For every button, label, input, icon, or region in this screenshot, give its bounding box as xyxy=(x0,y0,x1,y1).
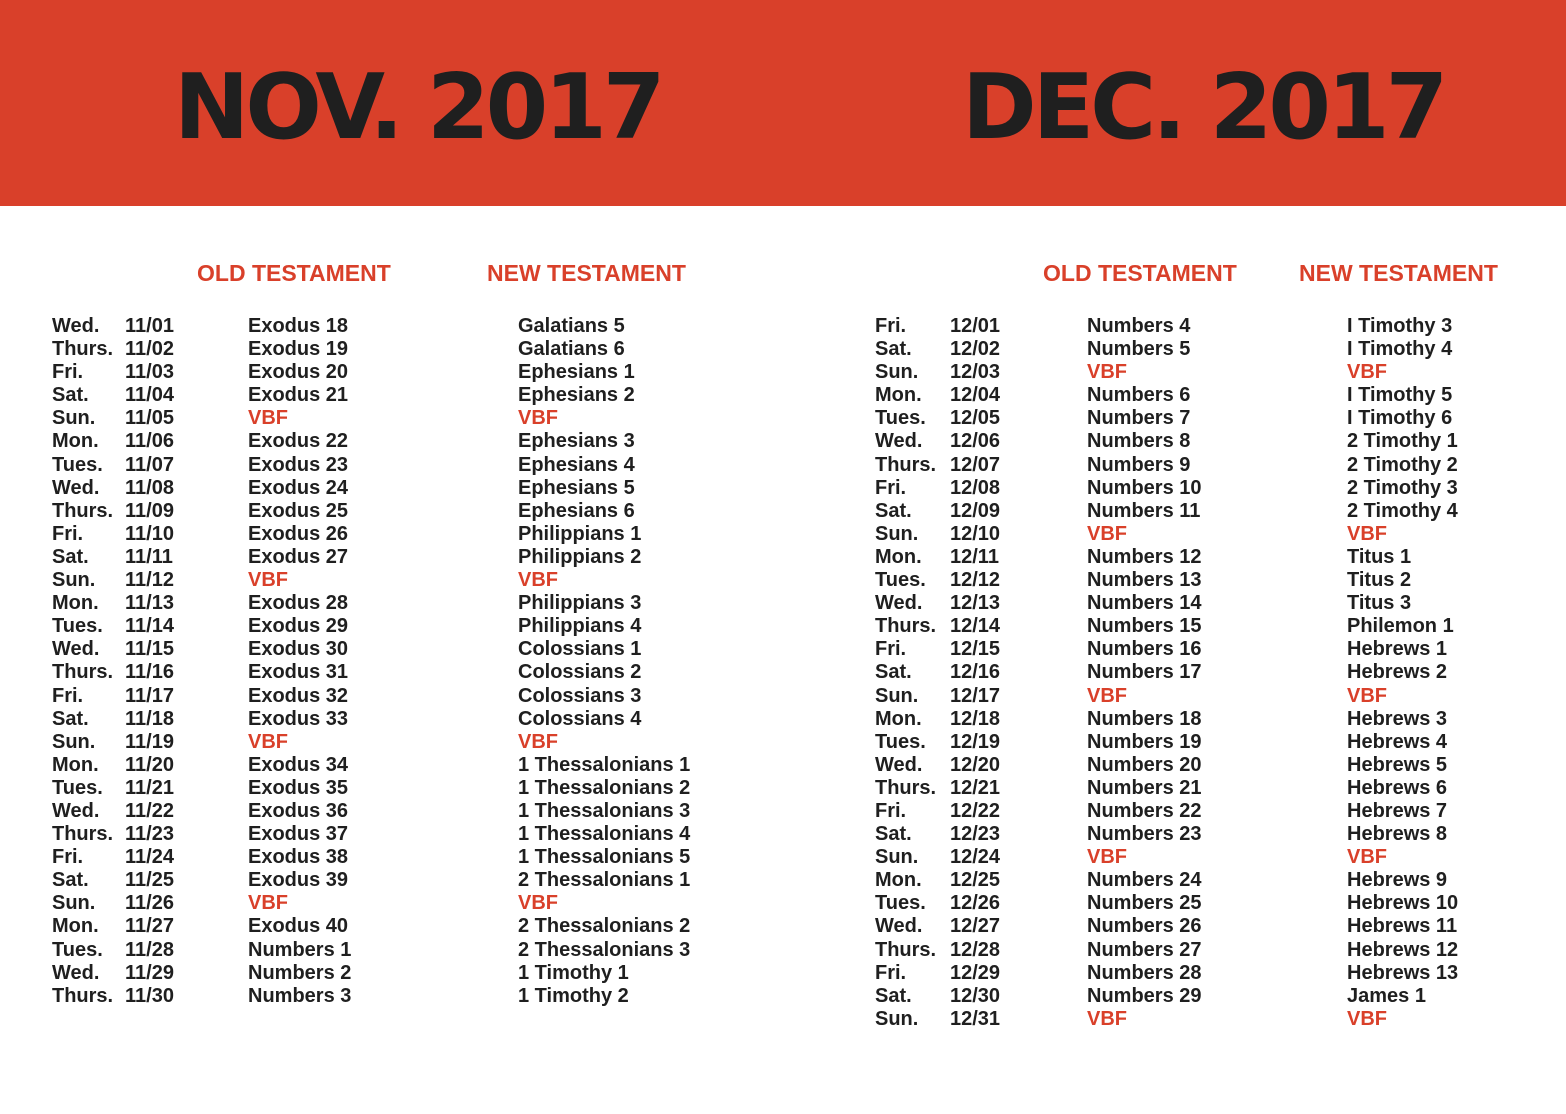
new-testament-reading: James 1 xyxy=(1347,984,1426,1007)
new-testament-reading: I Timothy 5 xyxy=(1347,384,1453,407)
day-label: Sat. xyxy=(875,338,912,361)
date-label: 11/22 xyxy=(125,799,174,822)
new-testament-reading: Hebrews 6 xyxy=(1347,776,1448,799)
reading-row xyxy=(0,962,1540,985)
reading-row xyxy=(0,338,1540,361)
header-banner xyxy=(0,0,1566,206)
date-label: 11/26 xyxy=(125,892,174,915)
date-label: 11/21 xyxy=(125,776,174,799)
date-label: 12/11 xyxy=(950,545,999,568)
old-testament-reading: Numbers 19 xyxy=(1087,730,1202,753)
date-label: 11/24 xyxy=(125,846,174,869)
date-label: 12/22 xyxy=(950,799,1001,822)
day-label: Sun. xyxy=(52,730,96,753)
day-label: Mon. xyxy=(52,753,99,776)
new-testament-reading: Colossians 1 xyxy=(518,638,642,661)
new-testament-reading: 1 Timothy 1 xyxy=(518,961,629,984)
old-testament-reading: Numbers 14 xyxy=(1087,592,1202,615)
reading-row xyxy=(0,546,1540,569)
old-testament-reading: Numbers 6 xyxy=(1087,384,1191,407)
old-testament-reading: Numbers 12 xyxy=(1087,545,1202,568)
date-label: 12/19 xyxy=(950,730,1001,753)
new-testament-reading: Colossians 4 xyxy=(518,707,642,730)
december-new-testament-header: NEW TESTAMENT xyxy=(1299,260,1498,286)
new-testament-reading: Hebrews 8 xyxy=(1347,823,1448,846)
day-label: Mon. xyxy=(875,707,922,730)
date-label: 12/09 xyxy=(950,499,1001,522)
date-label: 11/09 xyxy=(125,499,174,522)
day-label: Fri. xyxy=(875,638,907,661)
new-testament-reading: VBF xyxy=(518,407,558,430)
old-testament-reading: Numbers 8 xyxy=(1087,430,1191,453)
day-label: Mon. xyxy=(875,869,922,892)
old-testament-reading: Exodus 37 xyxy=(248,823,349,846)
date-label: 12/21 xyxy=(950,776,1001,799)
day-label: Thurs. xyxy=(875,615,937,638)
reading-row xyxy=(0,1008,1540,1031)
day-label: Wed. xyxy=(875,753,923,776)
new-testament-reading: VBF xyxy=(518,569,558,592)
date-label: 12/31 xyxy=(950,1007,1001,1030)
old-testament-reading: Exodus 31 xyxy=(248,661,349,684)
date-label: 12/28 xyxy=(950,938,1001,961)
old-testament-reading: Numbers 10 xyxy=(1087,476,1202,499)
date-label: 11/12 xyxy=(125,569,174,592)
date-label: 11/16 xyxy=(125,661,174,684)
day-label: Sat. xyxy=(52,869,89,892)
december-reading-list xyxy=(0,315,1540,1031)
reading-row xyxy=(0,500,1540,523)
date-label: 11/07 xyxy=(125,453,174,476)
old-testament-reading: Numbers 11 xyxy=(1087,499,1201,522)
day-label: Sat. xyxy=(875,499,912,522)
day-label: Thurs. xyxy=(52,661,114,684)
reading-row xyxy=(0,939,1540,962)
new-testament-reading: Hebrews 7 xyxy=(1347,799,1448,822)
new-testament-reading: Ephesians 2 xyxy=(518,384,635,407)
day-label: Sun. xyxy=(875,522,919,545)
new-testament-reading: Philippians 4 xyxy=(518,615,642,638)
new-testament-reading: I Timothy 4 xyxy=(1347,338,1453,361)
old-testament-reading: VBF xyxy=(248,730,288,753)
new-testament-reading: Titus 2 xyxy=(1347,569,1412,592)
reading-row xyxy=(0,685,1540,708)
new-testament-reading: Hebrews 1 xyxy=(1347,638,1448,661)
day-label: Mon. xyxy=(875,545,922,568)
reading-row xyxy=(0,315,1540,338)
day-label: Thurs. xyxy=(52,499,114,522)
date-label: 11/19 xyxy=(125,730,174,753)
day-label: Wed. xyxy=(52,476,100,499)
date-label: 12/17 xyxy=(950,684,1001,707)
old-testament-reading: Numbers 27 xyxy=(1087,938,1202,961)
new-testament-reading: Ephesians 6 xyxy=(518,499,635,522)
date-label: 12/27 xyxy=(950,915,1001,938)
day-label: Fri. xyxy=(52,684,84,707)
reading-row xyxy=(0,800,1540,823)
day-label: Mon. xyxy=(52,915,99,938)
reading-row xyxy=(0,661,1540,684)
date-label: 11/29 xyxy=(125,961,174,984)
november-new-testament-header: NEW TESTAMENT xyxy=(487,260,686,286)
old-testament-reading: Numbers 28 xyxy=(1087,961,1202,984)
reading-row xyxy=(0,846,1540,869)
date-label: 11/03 xyxy=(125,361,174,384)
old-testament-reading: VBF xyxy=(1087,684,1127,707)
new-testament-reading: VBF xyxy=(518,730,558,753)
day-label: Tues. xyxy=(875,569,926,592)
day-label: Sun. xyxy=(875,684,919,707)
reading-row xyxy=(0,708,1540,731)
old-testament-reading: VBF xyxy=(248,407,288,430)
date-label: 12/29 xyxy=(950,961,1001,984)
new-testament-reading: Hebrews 3 xyxy=(1347,707,1448,730)
day-label: Thurs. xyxy=(52,338,114,361)
date-label: 12/06 xyxy=(950,430,1001,453)
reading-row xyxy=(0,638,1540,661)
old-testament-reading: Exodus 39 xyxy=(248,869,349,892)
day-label: Wed. xyxy=(52,315,100,337)
new-testament-reading: Hebrews 13 xyxy=(1347,961,1459,984)
date-label: 12/20 xyxy=(950,753,1001,776)
old-testament-reading: Numbers 26 xyxy=(1087,915,1202,938)
old-testament-reading: Numbers 1 xyxy=(248,938,352,961)
new-testament-reading: VBF xyxy=(518,892,558,915)
old-testament-reading: Exodus 35 xyxy=(248,776,349,799)
november-title: NOV. 2017 xyxy=(174,55,662,160)
reading-row xyxy=(0,892,1540,915)
date-label: 11/14 xyxy=(125,615,174,638)
old-testament-reading: VBF xyxy=(1087,846,1127,869)
new-testament-reading: Hebrews 9 xyxy=(1347,869,1448,892)
old-testament-reading: Exodus 33 xyxy=(248,707,349,730)
date-label: 12/05 xyxy=(950,407,1001,430)
old-testament-reading: VBF xyxy=(1087,361,1127,384)
old-testament-reading: Numbers 18 xyxy=(1087,707,1202,730)
old-testament-reading: Numbers 13 xyxy=(1087,569,1202,592)
old-testament-reading: Numbers 25 xyxy=(1087,892,1202,915)
old-testament-reading: VBF xyxy=(248,892,288,915)
new-testament-reading: Hebrews 11 xyxy=(1347,915,1458,938)
reading-row xyxy=(0,384,1540,407)
day-label: Fri. xyxy=(52,522,84,545)
new-testament-reading: Ephesians 4 xyxy=(518,453,635,476)
day-label: Mon. xyxy=(875,384,922,407)
day-label: Sun. xyxy=(52,407,96,430)
new-testament-reading: Hebrews 4 xyxy=(1347,730,1448,753)
old-testament-reading: Numbers 4 xyxy=(1087,315,1191,337)
date-label: 11/25 xyxy=(125,869,174,892)
day-label: Thurs. xyxy=(52,823,114,846)
date-label: 11/11 xyxy=(125,545,173,568)
old-testament-reading: Exodus 20 xyxy=(248,361,349,384)
reading-row xyxy=(0,361,1540,384)
day-label: Wed. xyxy=(875,592,923,615)
new-testament-reading: Ephesians 3 xyxy=(518,430,635,453)
reading-row xyxy=(0,592,1540,615)
date-label: 11/18 xyxy=(125,707,174,730)
new-testament-reading: 2 Thessalonians 1 xyxy=(518,869,691,892)
old-testament-reading: Numbers 7 xyxy=(1087,407,1191,430)
day-label: Wed. xyxy=(875,430,923,453)
day-label: Fri. xyxy=(52,846,84,869)
new-testament-reading: Hebrews 5 xyxy=(1347,753,1448,776)
reading-row xyxy=(0,985,1540,1008)
reading-row xyxy=(0,477,1540,500)
old-testament-reading: Numbers 9 xyxy=(1087,453,1191,476)
old-testament-reading: Exodus 28 xyxy=(248,592,349,615)
reading-row xyxy=(0,823,1540,846)
reading-row xyxy=(0,430,1540,453)
date-label: 11/10 xyxy=(125,522,174,545)
date-label: 11/27 xyxy=(125,915,174,938)
reading-row xyxy=(0,777,1540,800)
date-label: 11/06 xyxy=(125,430,174,453)
new-testament-reading: VBF xyxy=(1347,846,1387,869)
reading-row xyxy=(0,407,1540,430)
day-label: Wed. xyxy=(875,915,923,938)
new-testament-reading: Philemon 1 xyxy=(1347,615,1454,638)
day-label: Tues. xyxy=(875,730,926,753)
old-testament-reading: Numbers 24 xyxy=(1087,869,1202,892)
old-testament-reading: Exodus 32 xyxy=(248,684,349,707)
date-label: 12/13 xyxy=(950,592,1001,615)
day-label: Tues. xyxy=(52,776,103,799)
old-testament-reading: Numbers 2 xyxy=(248,961,352,984)
new-testament-reading: 2 Timothy 1 xyxy=(1347,430,1458,453)
day-label: Wed. xyxy=(52,638,100,661)
old-testament-reading: Exodus 29 xyxy=(248,615,349,638)
new-testament-reading: 1 Timothy 2 xyxy=(518,984,629,1007)
day-label: Tues. xyxy=(52,938,103,961)
old-testament-reading: Exodus 40 xyxy=(248,915,349,938)
new-testament-reading: Hebrews 10 xyxy=(1347,892,1459,915)
day-label: Tues. xyxy=(52,453,103,476)
date-label: 11/28 xyxy=(125,938,174,961)
old-testament-reading: Exodus 23 xyxy=(248,453,349,476)
day-label: Sat. xyxy=(52,707,89,730)
reading-row xyxy=(0,454,1540,477)
day-label: Sun. xyxy=(52,569,96,592)
old-testament-reading: Exodus 30 xyxy=(248,638,349,661)
reading-row xyxy=(0,569,1540,592)
new-testament-reading: Philippians 2 xyxy=(518,545,642,568)
new-testament-reading: 1 Thessalonians 2 xyxy=(518,776,691,799)
old-testament-reading: Exodus 38 xyxy=(248,846,349,869)
day-label: Sat. xyxy=(52,545,89,568)
new-testament-reading: 2 Timothy 2 xyxy=(1347,453,1458,476)
day-label: Tues. xyxy=(52,615,103,638)
day-label: Thurs. xyxy=(875,776,937,799)
day-label: Fri. xyxy=(875,476,907,499)
day-label: Thurs. xyxy=(52,984,114,1007)
new-testament-reading: I Timothy 6 xyxy=(1347,407,1453,430)
old-testament-reading: Numbers 29 xyxy=(1087,984,1202,1007)
new-testament-reading: 1 Thessalonians 5 xyxy=(518,846,691,869)
day-label: Sun. xyxy=(875,361,919,384)
date-label: 12/25 xyxy=(950,869,1001,892)
new-testament-reading: Philippians 3 xyxy=(518,592,642,615)
old-testament-reading: Exodus 26 xyxy=(248,522,349,545)
old-testament-reading: Exodus 27 xyxy=(248,545,349,568)
new-testament-reading: Galatians 5 xyxy=(518,315,625,337)
date-label: 12/04 xyxy=(950,384,1001,407)
date-label: 11/08 xyxy=(125,476,174,499)
date-label: 11/17 xyxy=(125,684,174,707)
reading-row xyxy=(0,731,1540,754)
old-testament-reading: Exodus 36 xyxy=(248,799,349,822)
old-testament-reading: Exodus 18 xyxy=(248,315,349,337)
reading-row xyxy=(0,915,1540,938)
new-testament-reading: Titus 3 xyxy=(1347,592,1412,615)
new-testament-reading: 1 Thessalonians 4 xyxy=(518,823,691,846)
new-testament-reading: Ephesians 5 xyxy=(518,476,635,499)
date-label: 11/30 xyxy=(125,984,174,1007)
reading-row xyxy=(0,523,1540,546)
new-testament-reading: 2 Thessalonians 3 xyxy=(518,938,691,961)
date-label: 12/30 xyxy=(950,984,1001,1007)
day-label: Mon. xyxy=(52,592,99,615)
day-label: Fri. xyxy=(875,961,907,984)
new-testament-reading: Titus 1 xyxy=(1347,545,1412,568)
new-testament-reading: VBF xyxy=(1347,1007,1387,1030)
new-testament-reading: Hebrews 12 xyxy=(1347,938,1459,961)
day-label: Sat. xyxy=(875,823,912,846)
old-testament-reading: Exodus 34 xyxy=(248,753,349,776)
day-label: Fri. xyxy=(875,315,907,337)
day-label: Tues. xyxy=(875,407,926,430)
day-label: Wed. xyxy=(52,961,100,984)
old-testament-reading: Exodus 21 xyxy=(248,384,349,407)
new-testament-reading: 1 Thessalonians 1 xyxy=(518,753,691,776)
date-label: 12/23 xyxy=(950,823,1001,846)
old-testament-reading: Exodus 24 xyxy=(248,476,349,499)
date-label: 11/04 xyxy=(125,384,174,407)
old-testament-reading: Exodus 19 xyxy=(248,338,349,361)
december-title: DEC. 2017 xyxy=(962,55,1445,160)
new-testament-reading: VBF xyxy=(1347,684,1387,707)
date-label: 12/02 xyxy=(950,338,1001,361)
old-testament-reading: Exodus 22 xyxy=(248,430,349,453)
date-label: 12/10 xyxy=(950,522,1001,545)
date-label: 12/01 xyxy=(950,315,1001,337)
old-testament-reading: Numbers 20 xyxy=(1087,753,1202,776)
date-label: 11/13 xyxy=(125,592,174,615)
december-old-testament-header: OLD TESTAMENT xyxy=(1043,260,1237,286)
day-label: Wed. xyxy=(52,799,100,822)
date-label: 11/23 xyxy=(125,823,174,846)
old-testament-reading: VBF xyxy=(248,569,288,592)
old-testament-reading: Numbers 21 xyxy=(1087,776,1202,799)
date-label: 12/16 xyxy=(950,661,1001,684)
old-testament-reading: Exodus 25 xyxy=(248,499,349,522)
day-label: Sun. xyxy=(52,892,96,915)
date-label: 12/08 xyxy=(950,476,1001,499)
date-label: 12/15 xyxy=(950,638,1001,661)
day-label: Sun. xyxy=(875,1007,919,1030)
date-label: 11/02 xyxy=(125,338,174,361)
day-label: Mon. xyxy=(52,430,99,453)
date-label: 11/05 xyxy=(125,407,174,430)
new-testament-reading: Philippians 1 xyxy=(518,522,642,545)
day-label: Thurs. xyxy=(875,938,937,961)
old-testament-reading: Numbers 16 xyxy=(1087,638,1202,661)
old-testament-reading: Numbers 5 xyxy=(1087,338,1191,361)
old-testament-reading: Numbers 22 xyxy=(1087,799,1202,822)
day-label: Fri. xyxy=(875,799,907,822)
new-testament-reading: VBF xyxy=(1347,522,1387,545)
date-label: 12/03 xyxy=(950,361,1001,384)
date-label: 12/12 xyxy=(950,569,1001,592)
day-label: Tues. xyxy=(875,892,926,915)
november-old-testament-header: OLD TESTAMENT xyxy=(197,260,391,286)
day-label: Sat. xyxy=(52,384,89,407)
date-label: 11/01 xyxy=(125,315,174,337)
new-testament-reading: Hebrews 2 xyxy=(1347,661,1448,684)
date-label: 12/07 xyxy=(950,453,1001,476)
date-label: 12/24 xyxy=(950,846,1001,869)
date-label: 11/20 xyxy=(125,753,174,776)
new-testament-reading: Galatians 6 xyxy=(518,338,625,361)
new-testament-reading: Colossians 2 xyxy=(518,661,642,684)
day-label: Sat. xyxy=(875,661,912,684)
day-label: Fri. xyxy=(52,361,84,384)
old-testament-reading: Numbers 3 xyxy=(248,984,352,1007)
old-testament-reading: Numbers 17 xyxy=(1087,661,1202,684)
day-label: Sun. xyxy=(875,846,919,869)
day-label: Sat. xyxy=(875,984,912,1007)
new-testament-reading: Ephesians 1 xyxy=(518,361,635,384)
date-label: 12/14 xyxy=(950,615,1001,638)
day-label: Thurs. xyxy=(875,453,937,476)
new-testament-reading: 2 Timothy 4 xyxy=(1347,499,1458,522)
old-testament-reading: Numbers 23 xyxy=(1087,823,1202,846)
new-testament-reading: 1 Thessalonians 3 xyxy=(518,799,691,822)
reading-row xyxy=(0,869,1540,892)
date-label: 11/15 xyxy=(125,638,174,661)
new-testament-reading: VBF xyxy=(1347,361,1387,384)
date-label: 12/26 xyxy=(950,892,1001,915)
reading-row xyxy=(0,615,1540,638)
old-testament-reading: Numbers 15 xyxy=(1087,615,1202,638)
date-label: 12/18 xyxy=(950,707,1001,730)
new-testament-reading: 2 Timothy 3 xyxy=(1347,476,1458,499)
new-testament-reading: 2 Thessalonians 2 xyxy=(518,915,691,938)
new-testament-reading: Colossians 3 xyxy=(518,684,642,707)
reading-row xyxy=(0,754,1540,777)
old-testament-reading: VBF xyxy=(1087,522,1127,545)
new-testament-reading: I Timothy 3 xyxy=(1347,315,1453,337)
old-testament-reading: VBF xyxy=(1087,1007,1127,1030)
